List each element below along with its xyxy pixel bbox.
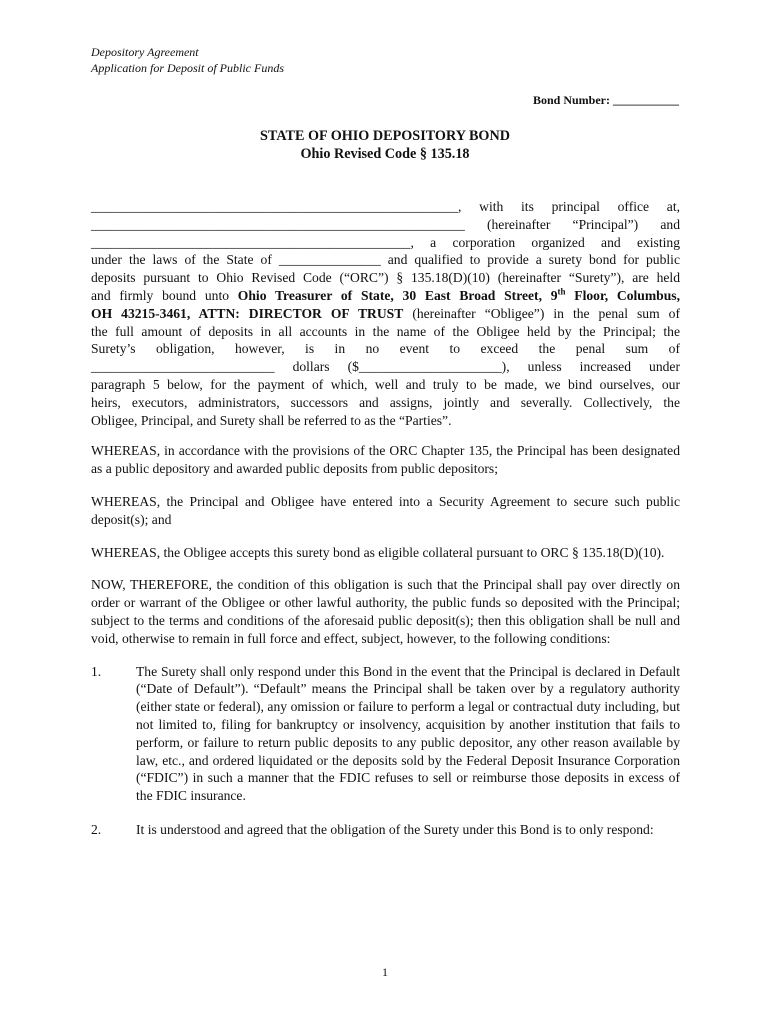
obligee-attention: OH 43215-3461, ATTN: DIRECTOR OF TRUST <box>91 305 404 321</box>
condition-number: 1. <box>91 663 102 679</box>
opening-line: deposits pursuant to Ohio Revised Code (“ORC”) § 135.18(D)(10) (hereinafter “Surety”), are held <box>91 270 680 286</box>
condition-text: It is understood and agreed that the obligation of the Surety under this Bond is to only respond: <box>136 821 654 837</box>
now-therefore-paragraph: NOW, THEREFORE, the condition of this obligation is such that the Principal shall pay over directly on order or warrant of the Obligee or other lawful authority, the public funds so deposited with the Principal; subject to the terms and conditions of the aforesaid public deposit(s); then this obligation shall be null and void, otherwise to remain in full force and effect, subject, however, to the following conditions: <box>91 577 680 646</box>
whereas-paragraph: WHEREAS, in accordance with the provisions of the ORC Chapter 135, the Principal has been designated as a public depository and awarded public deposits from public depositors; <box>91 443 680 477</box>
document-body <box>91 198 680 855</box>
opening-line: Obligee, Principal, and Surety shall be referred to as the “Parties”. <box>91 412 452 428</box>
document-title <box>0 127 770 163</box>
opening-line <box>91 287 680 305</box>
opening-line: _______________________________________________________ (hereinafter “Principal”) and <box>91 216 680 232</box>
opening-line: the full amount of deposits in all accounts in the name of the Obligee held by the Principal; the <box>91 323 680 339</box>
opening-line: under the laws of the State of _______________ and qualified to provide a surety bond for public <box>91 252 680 268</box>
page-number: 1 <box>382 965 388 979</box>
opening-line: Surety’s obligation, however, is in no event to exceed the penal sum of <box>91 341 680 357</box>
obligee-address: Ohio Treasurer of State, 30 East Broad Street, 9 <box>237 287 558 303</box>
whereas-paragraph: WHEREAS, the Principal and Obligee have entered into a Security Agreement to secure such public deposit(s); and <box>91 493 680 527</box>
opening-line: paragraph 5 below, for the payment of which, well and truly to be made, we bind ourselves, our <box>91 376 680 392</box>
obligee-address-cont: Floor, Columbus, <box>565 287 680 303</box>
opening-line: _______________________________________________, a corporation organized and existing <box>91 234 680 250</box>
opening-paragraph <box>91 198 680 429</box>
condition-item <box>91 821 680 839</box>
opening-line: ___________________________ dollars ($_____________________), unless increased under <box>91 359 680 375</box>
ordinal-suffix: th <box>557 286 566 297</box>
condition-text: The Surety shall only respond under this Bond in the event that the Principal is declared in Default (“Date of Default”). “Default” means the Principal shall be taken over by a regulatory authority (either state or federal), any omission or failure to perform a legal or contractual duty including, but not limited to, filing for bankruptcy or insolvency, acquisition by another institution that fails to perform, or failure to return public deposits to any public depositor, any other reason available by law, etc., and ordered liquidated or the deposits sold by the Federal Deposit Insurance Corporation (“FDIC”) in such a manner that the FDIC refuses to sell or reimburse those deposits in excess of the FDIC insurance. <box>136 663 680 804</box>
header-line-1: Depository Agreement <box>91 45 199 59</box>
opening-line <box>91 305 680 323</box>
bond-number-field: Bond Number: ___________ <box>532 93 679 107</box>
whereas-paragraph: WHEREAS, the Obligee accepts this surety bond as eligible collateral pursuant to ORC § 135.18(D)(10). <box>91 544 665 560</box>
opening-text: and firmly bound unto <box>91 287 238 303</box>
header-line-2: Application for Deposit of Public Funds <box>91 61 284 75</box>
opening-line: ______________________________________________________, with its principal office at, <box>91 199 680 214</box>
opening-line: heirs, executors, administrators, successors and assigns, jointly and severally. Collectively, the <box>91 394 680 410</box>
opening-text: (hereinafter “Obligee”) in the penal sum of <box>403 305 681 321</box>
condition-item <box>91 663 680 805</box>
title-line-2: Ohio Revised Code § 135.18 <box>300 146 470 162</box>
title-line-1: STATE OF OHIO DEPOSITORY BOND <box>260 128 510 144</box>
document-header <box>91 44 284 76</box>
condition-number: 2. <box>91 821 102 837</box>
